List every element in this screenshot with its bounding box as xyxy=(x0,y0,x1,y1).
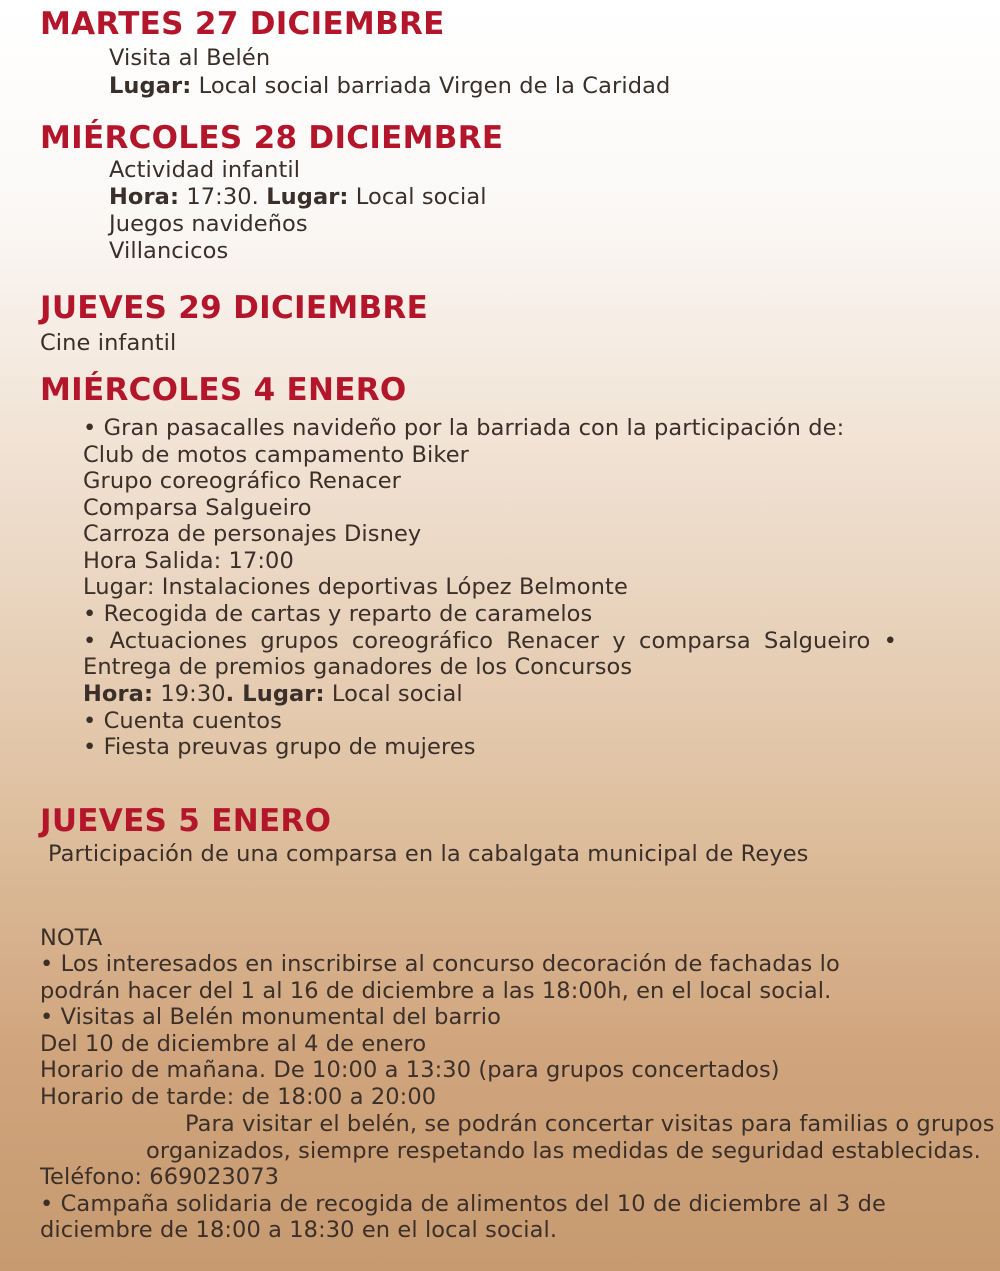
list-item: Entrega de premios ganadores de los Concursos xyxy=(83,654,633,680)
dot: . xyxy=(225,681,235,707)
place-value: Local social xyxy=(348,184,487,210)
hour-label: Hora: xyxy=(83,681,154,707)
place-label: Lugar: xyxy=(234,681,325,707)
list-item: Hora Salida: 17:00 xyxy=(83,548,294,574)
activity-cine: Cine infantil xyxy=(40,330,177,356)
place-value: Local social xyxy=(324,681,463,707)
list-item: Lugar: Instalaciones deportivas López Belmonte xyxy=(83,574,628,600)
extra-juegos: Juegos navideños xyxy=(109,211,308,237)
list-item: • Actuaciones grupos coreográfico Renacer y comparsa Salgueiro • xyxy=(83,628,897,654)
list-item: • Fiesta preuvas grupo de mujeres xyxy=(83,734,476,760)
hour-place-line-miercoles-4 xyxy=(83,681,463,708)
heading-miercoles-28: MIÉRCOLES 28 DICIEMBRE xyxy=(40,120,504,156)
extra-villancicos: Villancicos xyxy=(109,238,229,264)
place-line-martes xyxy=(109,73,670,100)
nota-line: • Visitas al Belén monumental del barrio xyxy=(40,1004,501,1030)
list-item: • Cuenta cuentos xyxy=(83,708,282,734)
list-item: • Recogida de cartas y reparto de caramelos xyxy=(83,601,593,627)
heading-miercoles-4: MIÉRCOLES 4 ENERO xyxy=(40,372,407,408)
activity-infantil: Actividad infantil xyxy=(109,157,301,183)
nota-campaign-line: • Campaña solidaria de recogida de alimentos del 10 de diciembre al 3 de xyxy=(40,1191,886,1217)
list-item: Carroza de personajes Disney xyxy=(83,521,422,547)
list-item: Grupo coreográfico Renacer xyxy=(83,468,402,494)
place-label: Lugar: xyxy=(266,184,349,210)
nota-indented-line: Para visitar el belén, se podrán concertar visitas para familias o grupos xyxy=(185,1111,995,1137)
nota-campaign-line: diciembre de 18:00 a 18:30 en el local social. xyxy=(40,1217,558,1243)
hour-label: Hora: xyxy=(109,184,180,210)
heading-jueves-29: JUEVES 29 DICIEMBRE xyxy=(40,290,429,326)
nota-line: Del 10 de diciembre al 4 de enero xyxy=(40,1031,427,1057)
nota-line: Horario de mañana. De 10:00 a 13:30 (para grupos concertados) xyxy=(40,1057,780,1083)
place-label: Lugar: xyxy=(109,73,192,99)
nota-line: Horario de tarde: de 18:00 a 20:00 xyxy=(40,1084,437,1110)
list-item: Comparsa Salgueiro xyxy=(83,495,312,521)
activity-visita-belen: Visita al Belén xyxy=(109,45,271,71)
hour-value: 17:30. xyxy=(179,184,267,210)
heading-martes-27: MARTES 27 DICIEMBRE xyxy=(40,6,445,42)
nota-title: NOTA xyxy=(40,925,103,951)
nota-line: • Los interesados en inscribirse al concurso decoración de fachadas lo xyxy=(40,951,840,977)
list-item: • Gran pasacalles navideño por la barriada con la participación de: xyxy=(83,415,845,441)
hour-value: 19:30 xyxy=(153,681,226,707)
list-item: Club de motos campamento Biker xyxy=(83,442,469,468)
nota-indented-line: organizados, siempre respetando las medidas de seguridad establecidas. xyxy=(146,1138,981,1164)
place-value: Local social barriada Virgen de la Caridad xyxy=(191,73,671,99)
activity-cabalgata: Participación de una comparsa en la cabalgata municipal de Reyes xyxy=(48,841,809,867)
heading-jueves-5: JUEVES 5 ENERO xyxy=(40,803,332,839)
nota-line: podrán hacer del 1 al 16 de diciembre a las 18:00h, en el local social. xyxy=(40,978,832,1004)
hour-place-line-miercoles-28 xyxy=(109,184,487,211)
nota-phone: Teléfono: 669023073 xyxy=(40,1164,280,1190)
